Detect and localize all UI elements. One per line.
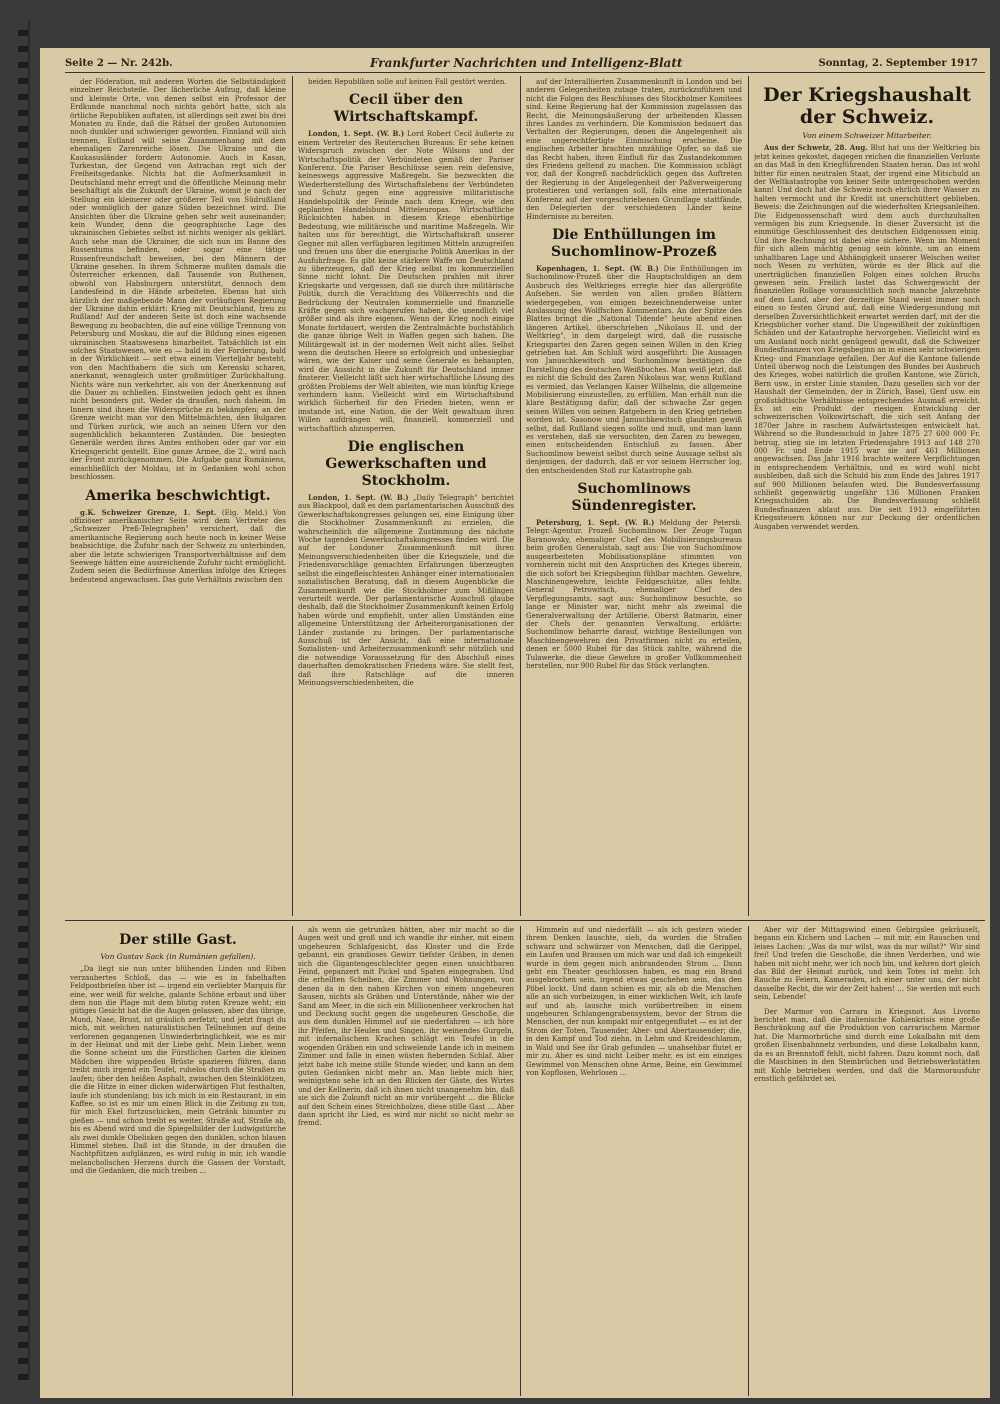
feuilleton-text: Himmeln auf und niederfällt — als ich gestern wieder ihrem Denken lauschte, sieh, da wurden die Straßen schwarz und schwärzer von Menschen, daß die Gerippel, ein Laufen und Brausen um mich war und daß ich eingekeilt wurde in dem gegen mich anbrandenden Strom ... Dann geht ein Theater geschlossen haben, es mag ein Brand ausgebrochen sein, irgend etwas geschehen sein, das den Pöbel lockt. Und dann schien es mir, als ob die Menschen alle an sich vorbeizogen, in einer wirklichen Welt, ich laufe auf und ab, lausche mich vorübertreiben in einem ungeheuren Schlangengrabensystem, bevor der Strom die Menschen, der nun kompakt mir entgegenflutet — es ist der Strom der Toten, Tausender, Aber- und Abertausender; die, in den Kampf und Tod ziehn, in Lehm und Kreideschlamm, in Wald und See ihr Grab gefunden — unabsehbar flutet er mir zu. Aber es sind nicht Leiber mehr, es ist ein einziges Gewimmel von Menschen ohne Arme, Beine, ein Gewimmel von Kopflosen, Wehrlosen ... — [526, 926, 742, 1077]
feuilleton-text: Aber wir der Mittagswind einen Gebirgslee gekräuselt, begann ein Kichern und Lachen — mit mir, ein Rauschen und leises Lachen: „Was da nur wilst, was da nur willst?“ Wir sind frei! Und trefen die Geschoße, die ihnen Verderben, und wie haben mit nicht mehr, wer ich noch bin, und kehren dort gleich das Bild der Heimat zurück, und kein Totes ist mehr. Ich Rauche zu Feiern, Kameraden, ich einer unter uns, der nicht dasselbe Recht, die wir der Zeit haben! ... Sie werden mit euch sein, Lebende! — [754, 926, 980, 1002]
article-headline: Die Enthüllungen im Suchomlinow-Prozeß — [551, 226, 717, 260]
feuilleton-column-1 — [70, 926, 286, 1394]
masthead: Frankfurter Nachrichten und Intelligenz-Blatt — [370, 56, 683, 70]
dateline: Aus der Schweiz, 28. Aug. — [764, 143, 868, 153]
column-rule — [748, 76, 749, 916]
column-rule — [748, 926, 749, 1396]
dateline: g.K. Schweizer Grenze, 1. Sept. — [80, 507, 217, 517]
column-2 — [298, 78, 514, 916]
dateline: Kopenhagen, 1. Sept. (W. B.) — [536, 263, 659, 273]
header-rule — [65, 72, 985, 73]
feuilleton-title: Der stille Gast. — [119, 932, 237, 948]
column-rule — [292, 76, 293, 916]
article-body: Lord Robert Cecil äußerte zu einem Vertreter des Reuterschen Bureaus: Er sehe keinen Widerspruch zwischen der Note Wilsons und der Wirtschaftspolitik der Verbündeten gemäß der Pariser Konferenz. Die Pariser Beschlüsse seien rein defensive, keineswegs aggressive Maßregeln. Sie bezweckten die Wiederherstellung des Wirtschaftslebens der Verbündeten und Schutz gegen eine aggressive militaristische Handelspolitik der Feinde nach dem Kriege, wie den geplanten Handelsbund Mitteleuropas. Wirtschaftliche Rücksichten haben in diesem Kriege ebenbürtige Bedeutung, wie militärische und maritime Maßregeln. Wir halten uns für berechtigt, die Wirtschaftskraft unserer Gegner mit allen verfügbaren legitimen Mitteln anzugreifen und freuen uns über die energische Politik Amerikas in der Ausfuhrfrage. Es gibt keine stärkere Waffe um Deutschland zu überzeugen, daß der Krieg selbst im kommerziellen Sinne nicht lohnt. Die Deutschen prahlen mit ihrer Kriegskarte und vergessen, daß sie durch ihre militärische Politik, durch die Verachtung des Völkerrechts und die Bedrückung der Neutralen kommerzielle und finanzielle Kräfte gegen sich wachgerufen haben, die unendlich viel größer sind als ihre eigenen. Wenn der Krieg noch einige Monate fortdauert, werden die Zentralmächte buchstäblich die ganze übrige Welt in Waffen gegen sich haben. Die Militärgewalt ist in der modernen Welt nicht alles. Selbst wenn die deutschen Heere so erfolgreich und unbesiegbar wären, wie der Kaiser und seine Generale es behaupten, wird die Aussicht in die Zukunft für Deutschland immer finsterer. Vielleicht läßt sich hier wirtschaftliche Lösung des größten Problems der Welt ableiten, wie man künftig Kriege verhindern kann. Vielleicht wird ein Wirtschaftsbund wirklich Sicherheit für den Frieden bieten, wenn er imstande ist, eine Nation, die der Welt gewaltsam ihren Willen aufdrängen will, finanziell, kommerziell und wirtschaftlich abzusperren. — [298, 130, 514, 433]
article-headline: Amerika beschwichtigt. — [85, 487, 271, 504]
article-body: Die Enthüllungen im Suchomlinow-Prozeß über die Hauptschuldigen an dem Ausbruch des Weltkrieges erregte hier das allergrößte Aufsehen. Sie werden von allen großen Blättern wiedergegeben, von einigen bezeichnenderweise unter Auslassung des Wolffschen Kommentars. An der Spitze des Blattes bringt die „National Tidende" heute abend einen längeren Artikel, überschrieben „Nikolaus II. und der Weltkrieg", in dem dargelegt wird, daß die russische Kriegspartei den Zaren gegen seinen Willen in den Krieg getrieben hat. Am Schluß wird ausgeführt: Die Aussagen von Januschkewitsch und Suchomlinow bestätigen die Darstellung des deutschen Weißbuches. Man weiß jetzt, daß es nicht die Schuld des Zaren Nikolaus war, wenn Rußland es vermied, das Verlangen Kaiser Wilhelms, die allgemeine Mobilisierung einzustellen, zu erfüllen. Man erhält nun die klare Bestätigung dafür, daß der schwache Zar gegen seinen Willen von seinen Ratgebern in den Krieg getrieben worden ist. Sasonow und Januschkewitsch glaubten gewiß selbst, daß Rußland siegen sollte und muß, und man kann es verstehen, daß sie versuchten, den Zaren zu bewegen, einen entscheidenden Entschluß zu fassen. Aber Suchomlinow beweist selbst durch seine Aussage selbst als denjenigen, der dadurch, daß er vor seinem Herrscher log, den entscheidenden Stoß zur Katastrophe gab. — [526, 264, 742, 475]
column-1 — [70, 78, 286, 916]
issue-date: Sonntag, 2. September 1917 — [818, 58, 978, 69]
article-headline: Der Kriegshaushalt der Schweiz. — [763, 84, 971, 128]
feuilleton-column-2 — [298, 926, 514, 1394]
article-continuation: beiden Republiken solle auf keinen Fall gestört werden. — [308, 78, 507, 86]
article-headline: Cecil über den Wirtschaftskampf. — [333, 92, 479, 126]
article-body: Meldung der Petersb. Telegr.-Agentur. Prozeß Suchomlinow. Der Zeuge Tugan Baranowsky, ehemaliger Chef des Mobilisierungsbureaus beim großen Generalstab, sagt aus: Die von Suchomlinow ausgearbeiteten Mobilisationspläne stimmten von vornherein nicht mit den Ansprüchen des Krieges überein, die sich sofort bei Kriegsbeginn fühlbar machten. Gewehre, Maschinengewehre, leichte Feldgeschütze, alles fehlte. General Petrowitsch, ehemaliger Chef des Verpflegungsamts, sagt aus: Suchomlinow besuchte, so lange er Minister war, nicht mehr als zweimal die Generalverwaltung der Artillerie. Oberst Batmarin, einer der Chefs der genannten Verwaltung, erklärte: Suchomlinow beharrte darauf, wichtige Bestellungen von Maschinengewehren den Privatfirmen nicht zu erteilen, denen er 5000 Rubel für das Stück zahlte, während die Tulawerke, die diese Gewehre in großer Vollkommenheit herstellen, nur 900 Rubel für das Stück verlangten. — [526, 519, 742, 670]
feuilleton-author: Von Gustav Sack (in Rumänien gefallen). — [100, 952, 256, 961]
feuilleton-rule — [65, 920, 985, 921]
page-number: Seite 2 — Nr. 242b. — [65, 58, 173, 69]
feuilleton-column-4 — [754, 926, 980, 1394]
column-3 — [526, 78, 742, 916]
column-rule — [292, 926, 293, 1396]
dateline: London, 1. Sept. (W. B.) — [308, 493, 409, 503]
article-body: Blut hat uns der Weltkrieg bis jetzt keines gekostet, dagegen reichen die finanziellen Verluste an das Maß in den Kriegführenden Staaten heran. Das ist wohl bitter für einen neutralen Staat, der irgend eine Mitschuld an der Weltkatastrophe von keiner Seite untergeschoben werden kann! Und doch hat die Schweiz noch ehrlich ihrer Wasser zu halten vermocht und ihr Kredit ist unerschüttert geblieben. Beweis: die Zeichnungen auf die wiederholten Kriegsanleihen. Die Eidgenossenschaft wird dem auch durchzuhalten vermögen bis zum Kriegsende. In dieser Zuversicht ist die einmütige Geschlossenheit des deutschen Eidgenossen einig. Und ihre Rechnung ist dabei eine sichere. Wenn im Moment für sich allein mächtig genug sein könnte, um an einem unhaltbaren Lage und Abhängigkeit unserer Welschen weiter noch Wesen zu verhüten, würde es der Blick auf die unerträglichen finanziellen Folgen eines solchen Bruchs gewesen sein. Freilich lastet das Schwergewicht der finanziellen Rollage voraussichtlich noch manche Jahrzehnte auf dem Land, aber der derzeitige Stand weist immer noch einen so festen Grund auf, daß eine Wiedergesundung mit derselben Zuversichtlichkeit erwartet werden darf, mit der die Kriegsbücher vorher stand. Die Ungewißheit der zukünftigen Schäden und der Katastrophe hervorgehen. Vielleicht wird es um Ausland noch nicht genügend gewußt, daß die Schweizer Bundesfinanzen von Kriegsbeginn an in einen sehr schwierigen Krieg- und Finanzlage gefallen. Der Auf die Kantone fallende Unteil überwog noch die Leistungen des Bundes bei Ausbruch des Krieges, wobei natürlich die großen Kantone, wie Zürich, Bern usw., in erster Linie standen. Dazu gesellen sich vor der Haushalt der Gemeinden, der in Zürich, Basel, Genf usw. ein großstädtische Verhältnisse entsprechendes Ausmaß erreicht. Es ist ein Produkt der riesigen Entwicklung der schweizerischen Volkswirtschaft, die sich seit Anfang der 1870er Jahre in raschem Aufwärtssteigen entwickelt hat. Während so die Bundesschuld in Jahre 1875 27 600 000 Fr. betrug, stieg sie im letzten Friedensjahre 1913 auf 148 270 000 Fr. und Ende 1915 war sie auf 461 Millionen angewachsen. Das Jahr 1916 brachte weitere Verpflichtungen in entsprechendem Verhältnis, und es wird wohl nicht ausbleiben, daß sich die Schuld bis zum Ende des Jahres 1917 auf 900 Millionen belaufen wird. Die Bundesverfassung schließt gegenwärtig ungefähr 136 Millionen Franken Kriegsschulden ab. Die Bundesverfassung schließt Bundesfinanzen ablaut aus. Die seit 1913 eingeführten Kriegssteuern können nur zur Deckung der ordentlichen Ausgaben verwendet werden. — [754, 144, 980, 531]
article-subtitle: Von einem Schweizer Mitarbeiter. — [802, 131, 932, 140]
news-item-marmor: Der Marmor von Carrara in Kriegsnot. Aus Livorno berichtet man, daß die italienische Kohlenkrisis eine große Beschränkung auf die Produktion von carrarischem Marmor hat. Die Marmorbrüche sind durch eine Lokalbahn mit dem großen Eisenbahnnetz verbunden, und diese Lokalbahn kann, da es an Brennstoff fehlt, nicht fahren. Dazu kommt noch, daß die Maschinen in den Steinbrüchen und Betriebswerkstätten mit Kohle betrieben werden, und daß die Marmorausfuhr ernstlich gefährdet sei. — [754, 1007, 980, 1083]
article-body: „Daily Telegraph" berichtet aus Blackpool, daß es dem parlamentarischen Ausschuß des Gewerkschaftskongresses gelungen sei, eine Einigung über die Stockholmer Zusammenkunft zu erzielen, die wahrscheinlich die allgemeine Zustimmung des nächste Woche tagenden Gewerkschaftskongresses finden wird. Die auf der Londoner Zusammenkunft mit ihren Meinungsverschiedenheiten über die Kriegsziele, und die Friedensvorschläge gemachten Erfahrungen überzeugten selbst die eingefleischtesten Anhänger einer internationalen sozialistischen Beratung, daß in diesem Augenblicke die Zusammenkunft wie die Stockholmer zum Mißlingen verurteilt werde. Der parlamentarische Ausschuß glaube deshalb, daß die Stockholmer Zusammenkunft keinen Erfolg haben würde und empfiehlt, unter allen Umständen eine allgemeine Unterstützung der Arbeiterorganisationen der Länder zustande zu bringen. Der parlamentarische Ausschuß ist der Ansicht, daß eine internationale Sozialisten- und Arbeiterzusammenkunft sehr nützlich und die notwendige Voraussetzung für den Abschluß eines dauerhaften demokratischen Friedens wäre. Sie stellt fest, daß ihre Ratschläge auf die inneren Meinungsverschiedenheiten, die — [298, 494, 514, 687]
dateline: London, 1. Sept. (W. B.) — [308, 129, 405, 139]
feuilleton-column-3 — [526, 926, 742, 1394]
article-continuation: der Föderation, mit anderen Worten die Selbständigkeit einzelner Reichsteile. Der lächerliche Aufzug, daß kleine und kleinste Orte, von denen selbst ein Professor der Erdkunde manchmal noch nichts gehört hatte, sich als örtliche Republiken auftaten, ist allerdings seit zwei bis drei Monaten zu Ende, daß die Rätsel der großen Autonomien noch dunkler und schwieriger geworden. Finnland will sich trennen, Estland will seine Zusammenhang mit dem ehemaligen Zarenreiche lösen. Die Ukraine und die Kaukasusländer fordern Autonomie. Auch in Kasan, Turkestan, der Gegend von Astrachan regt sich der Freiheitsgedanke. Nichts hat die Aufmerksamkeit in Deutschland mehr erregt und die öffentliche Meinung mehr beschäftigt als die Zukunft der Ukraine, womit je nach der Stellung ein kleinerer oder größerer Teil von Südrußland oder womöglich der ganze Süden bezeichnet wird. Die Ansichten über die Ukraine gehen sehr weit auseinander; kein Wunder, denn die geographische Lage des ukrainischen Gebietes selbst ist nichts weniger als geklärt. Auch sehe man die Ukrainer, die sich nun im Banne des Russentums befinden, oder sogar eine tätige Russenfreundschaft beweisen, bei den Männern der Ukraine gesehen. In ihrem Schmerze mußten damals die Österreicher erkennen, daß Tausende von Ruthenen, obwohl von Habsburgern unterstützt, dennoch dem Landesfeind in die Hände arbeiteten. Ebenso hat sich kürzlich der maßgebende Mann der vorläufigen Regierung der Ukraine dahin erklärt: Krieg mit Deutschland, treu zu Rußland! Auf der anderen Seite ist doch eine wachsende Bewegung zu beobachten, die auf eine völlige Trennung von Petersburg und Moskau, die auf die Bildung eines eigenen ukrainischen Staatswesens hinarbeitet. Tatsächlich ist ein solches Staatswesen, wie es — bald in der Forderung, bald in der Wirklichkeit — seit etwa einem Vierteljahr besteht, von den Machthabern die sich um Kerenski scharen, anerkannt, wenngleich unter großmütiger Zurückhaltung. Nichts wäre nun verkehrter, als von der Anerkennung auf die Dauer zu schließen. Einstweilen jedoch geht es ihnen nicht besonders gut. Weder da draußen, noch daheim. Im Innern sind ihnen die Widersprüche zu bekämpfen; an der Grenze weicht man vor den Mittelmächten, den Bulgaren und Türken zurück, wie auch an seinen Ufern vor den augenblicklich bekannteren Zuständen. Die besiegten Generäle werden ihres Amtes enthoben oder gar vor ein Kriegsgericht gestellt. Eine ganze Armee, die 2., wird nach der Front zurückgenommen. Die Aufgabe ganz Rumäniens, einschließlich der Moldau, ist in Gedanken wohl schon beschlossen. — [70, 78, 286, 482]
newspaper-page — [40, 48, 990, 1398]
article-body: (Eig. Meld.) Von offiziöser amerikanischer Seite wird dem Vertreter des „Schweizer Preß-Telegraphen" versichert, daß die amerikanische Regierung auch heute noch in keiner Weise beabsichtige, die Zufuhr nach der Schweiz zu unterbinden, aber die letzte schwierigen Transportverhältnisse auf dem Seewege hätten eine ausreichende Zufuhr nicht ermöglicht. Zudem seien die Bedürfnisse Amerikas infolge des Krieges bedeutend angewachsen. Das gute Verhältnis zwischen den — [70, 508, 286, 584]
article-continuation: auf der Interalliierten Zusammenkunft in London und bei anderen Gelegenheiten zutage traten, zurückzuführen und nicht die Folgen des Beschlusses des Stockholmer Komitees sind. Keine Regierung hat der Kommission zugelassen das Recht, die Meinungsäußerung der arbeitenden Klassen ihres Landes zu verhindern. Die Kommission bedauert das Verhalten der Regierungen, denen die Angelegenheit als eine ungerechtfertigte Einmischung erscheine. Die englischen Arbeiter brachten unzählige Opfer, so daß sie das Recht haben, ihren Einfluß für das Zustandekommen des Friedens geltend zu machen. Die Kommission schlägt vor, daß der Kongreß nachdrücklich gegen das Auftreten der Regierung in der Angelegenheit der Paßverweigerung protestieren und verlangen soll, falls eine internationale Konferenz auf der vorgeschriebenen Grundlage stattfände, den Delegierten der verschiedenen Länder keine Hindernisse zu bereiten. — [526, 78, 742, 221]
film-perforation-strip — [18, 20, 30, 1380]
column-4 — [754, 78, 980, 916]
feuilleton-text: „Da liegt sie nun unter blühenden Linden und Eiben verzaubertes Schloß, das — wie es in fabelhaften Feldpostbriefen über ist — irgend ein verliebter Marquis für eine, wer weiß für welche, galante Schöne erbaut und über dem nun die Plage mit dem blutig roten Kreuze weht; ein gütiges Gesicht hat die die Augen gelassen, aber das übrige, Mund, Nase, Brust, ist gräulich zerfetzt; und jetzt fragt du mich, mit welchen naturalistischen Teilnehmen auf deine verlorenen gegangenen Unwiederbringlichkeit, wie es mir in der Heimat und mit der Liebe geht. Mein Lieber, wenn die Sonne scheint um die Fürstlichen Garten die kleinen Mädchen ihre wippenden Brüste spazieren führen, dann treibt mich irgend ein Teufel, ruhelos durch die Straßen zu laufen; über den heißen Asphalt, zwischen den Steinklötzen, die die Hitze in einer dicken widerwärtigen Flut festhalten, laufe ich stundenlang; bis ich mich in ein Restaurant, in ein Kaffee, so ist es mir um einen Blick in die Zeitung zu tun, für mich Ekel fortzuschicken, mein Getränk hinunter zu gießen — und schon treibt es weiter, Straße auf, Straße ab, bis es Abend wird und die Spiegelbilder der Ludwigstürche als zwei dunkle Obelisken gegen den dunklen, schon blauen Himmel stehen. Daß ist die Stunde, in der draußen die Nachtpfützen aufglänzen, es wird ruhig in mir, ich wandle melancholischen Herzens durch die Gassen der Vorstadt, und die Gedanken, die mich treiben ... — [70, 965, 286, 1176]
column-rule — [520, 926, 521, 1396]
column-rule — [520, 76, 521, 916]
feuilleton-text: als wenn sie getrunken hätten, aber mir macht so die Augen weit und groß und ich wandle ihr einher, mit einem ungeheuren Schlafgesicht, das Kloster und die Erde gebannt, ein grandioses Gewirr tiefster Gräben, in denen sich die Gigantengeschlechter gegen einen unsichtbaren Feind, gepanzert mit Pickel und Spaten eingegraben. Und die erhellten Scheiben, die Zimmer und Wohnungen, von denen da in den nahen Kirchen von einem ungeheuren Sausen, nichts als Gräben und Unterstände, näher wie der Sand am Meer, in die sich ein Millionenheer verkrochen hat und Deckung sucht gegen die ungeheuren Geschoße, die aus dem dunklen Himmel auf sie niederfahren — ich höre ihr Pfeifen, ihr Heulen und Singen, ihr weinendes Gurgeln, mit infernalischem Krachen schlägt ein Teufel in die wogenden Gräben ein und schwelende Lande ich in meinem Zimmer und falle in einen wüsten fiebernden Schlaf. Aber jetzt habe ich meine stille Stunde wieder, und kann an dem guten Gedanken nicht mehr an. Man liebte mich hier, weinigstens sehe ich an den Blicken der Gäste, des Wirtes und der Kellnerin, daß ich ihnen nicht unangenehm bin, daß sie sich die Zukunft nicht an mir vorübergeht ... die Blicke auf den Schein eines Streichholzes, diese stille Gast ... Aber dann spricht ihr Lied, es wird mir nicht so nicht mehr so fremd. — [298, 926, 514, 1128]
article-headline: Suchomlinows Sündenregister. — [571, 481, 697, 515]
article-headline: Die englischen Gewerkschaften und Stockholm. — [325, 439, 487, 490]
dateline: Petersburg, 1. Sept. (W. B.) — [536, 518, 655, 528]
